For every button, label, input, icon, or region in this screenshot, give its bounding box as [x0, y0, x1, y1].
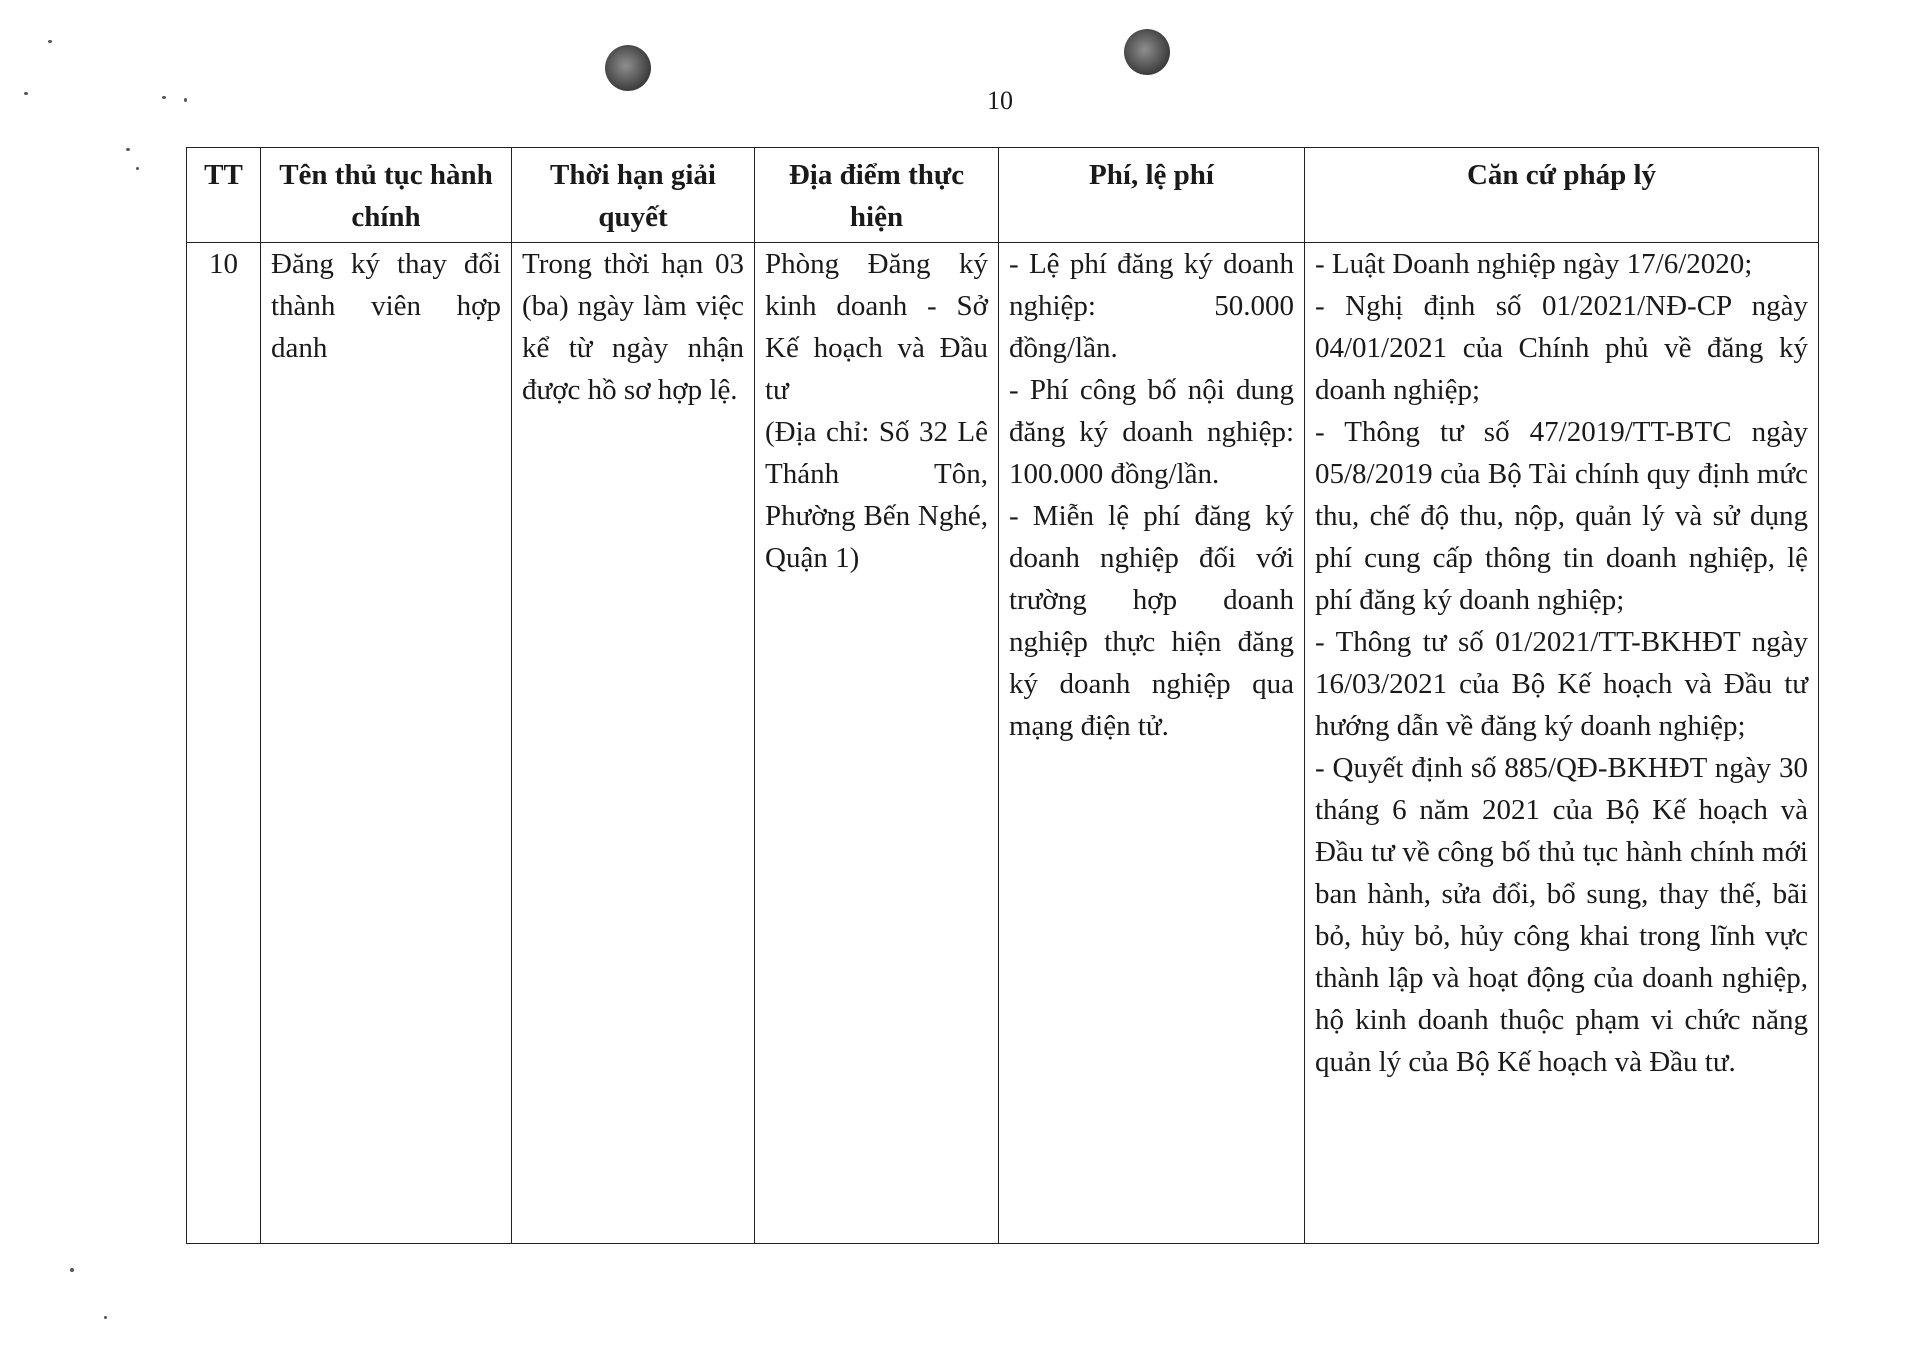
fee-item: - Phí công bố nội dung đăng ký doanh nghiệp: 100.000 đồng/lần.: [1009, 374, 1294, 490]
punch-hole-left: [605, 45, 651, 91]
cell-fees: [999, 243, 1305, 1244]
scan-speck: [184, 98, 187, 102]
header-procedure-name: Tên thủ tục hành chính: [261, 148, 512, 243]
page-number: 10: [987, 86, 1013, 115]
legal-item: - Thông tư số 01/2021/TT-BKHĐT ngày 16/03/2021 của Bộ Kế hoạch và Đầu tư hướng dẫn về đăng ký doanh nghiệp;: [1315, 626, 1808, 742]
procedure-table: [186, 147, 1819, 1244]
fee-item: - Lệ phí đăng ký doanh nghiệp: 50.000 đồng/lần.: [1009, 248, 1294, 364]
table-header-row: [187, 148, 1819, 243]
legal-item: - Thông tư số 47/2019/TT-BTC ngày 05/8/2019 của Bộ Tài chính quy định mức thu, chế độ thu, nộp, quản lý và sử dụng phí cung cấp thông tin doanh nghiệp, lệ phí đăng ký doanh nghiệp;: [1315, 416, 1808, 616]
legal-item: - Nghị định số 01/2021/NĐ-CP ngày 04/01/2021 của Chính phủ về đăng ký doanh nghiệp;: [1315, 290, 1808, 406]
location-office: Phòng Đăng ký kinh doanh - Sở Kế hoạch và Đầu tư: [765, 248, 988, 406]
legal-item: - Quyết định số 885/QĐ-BKHĐT ngày 30 tháng 6 năm 2021 của Bộ Kế hoạch và Đầu tư về công bố thủ tục hành chính mới ban hành, sửa đổi, bổ sung, thay thế, bãi bỏ, hủy bỏ, hủy công khai trong lĩnh vực thành lập và hoạt động của doanh nghiệp, hộ kinh doanh thuộc phạm vi chức năng quản lý của Bộ Kế hoạch và Đầu tư.: [1315, 752, 1808, 1078]
header-tt: TT: [187, 148, 261, 243]
cell-legal-basis: [1305, 243, 1819, 1244]
location-address: (Địa chỉ: Số 32 Lê Thánh Tôn, Phường Bến Nghé, Quận 1): [765, 416, 988, 574]
fee-item: - Miễn lệ phí đăng ký doanh nghiệp đối với trường hợp doanh nghiệp thực hiện đăng ký doanh nghiệp qua mạng điện tử.: [1009, 500, 1294, 742]
scan-speck: [70, 1268, 74, 1272]
header-legal-basis: Căn cứ pháp lý: [1305, 148, 1819, 243]
header-fees: Phí, lệ phí: [999, 148, 1305, 243]
legal-item: - Luật Doanh nghiệp ngày 17/6/2020;: [1315, 248, 1753, 280]
table-row: [187, 243, 1819, 1244]
header-processing-time: Thời hạn giải quyết: [512, 148, 755, 243]
header-location: Địa điểm thực hiện: [755, 148, 999, 243]
cell-tt: 10: [187, 243, 261, 1244]
scan-speck: [104, 1316, 107, 1319]
punch-hole-right: [1124, 29, 1170, 75]
scan-speck: [24, 92, 28, 95]
scan-speck: [48, 40, 52, 43]
scan-speck: [126, 148, 130, 151]
scan-speck: [162, 96, 166, 99]
cell-location: [755, 243, 999, 1244]
cell-procedure-name: Đăng ký thay đổi thành viên hợp danh: [261, 243, 512, 1244]
cell-processing-time: Trong thời hạn 03 (ba) ngày làm việc kể từ ngày nhận được hồ sơ hợp lệ.: [512, 243, 755, 1244]
scan-speck: [136, 167, 139, 170]
